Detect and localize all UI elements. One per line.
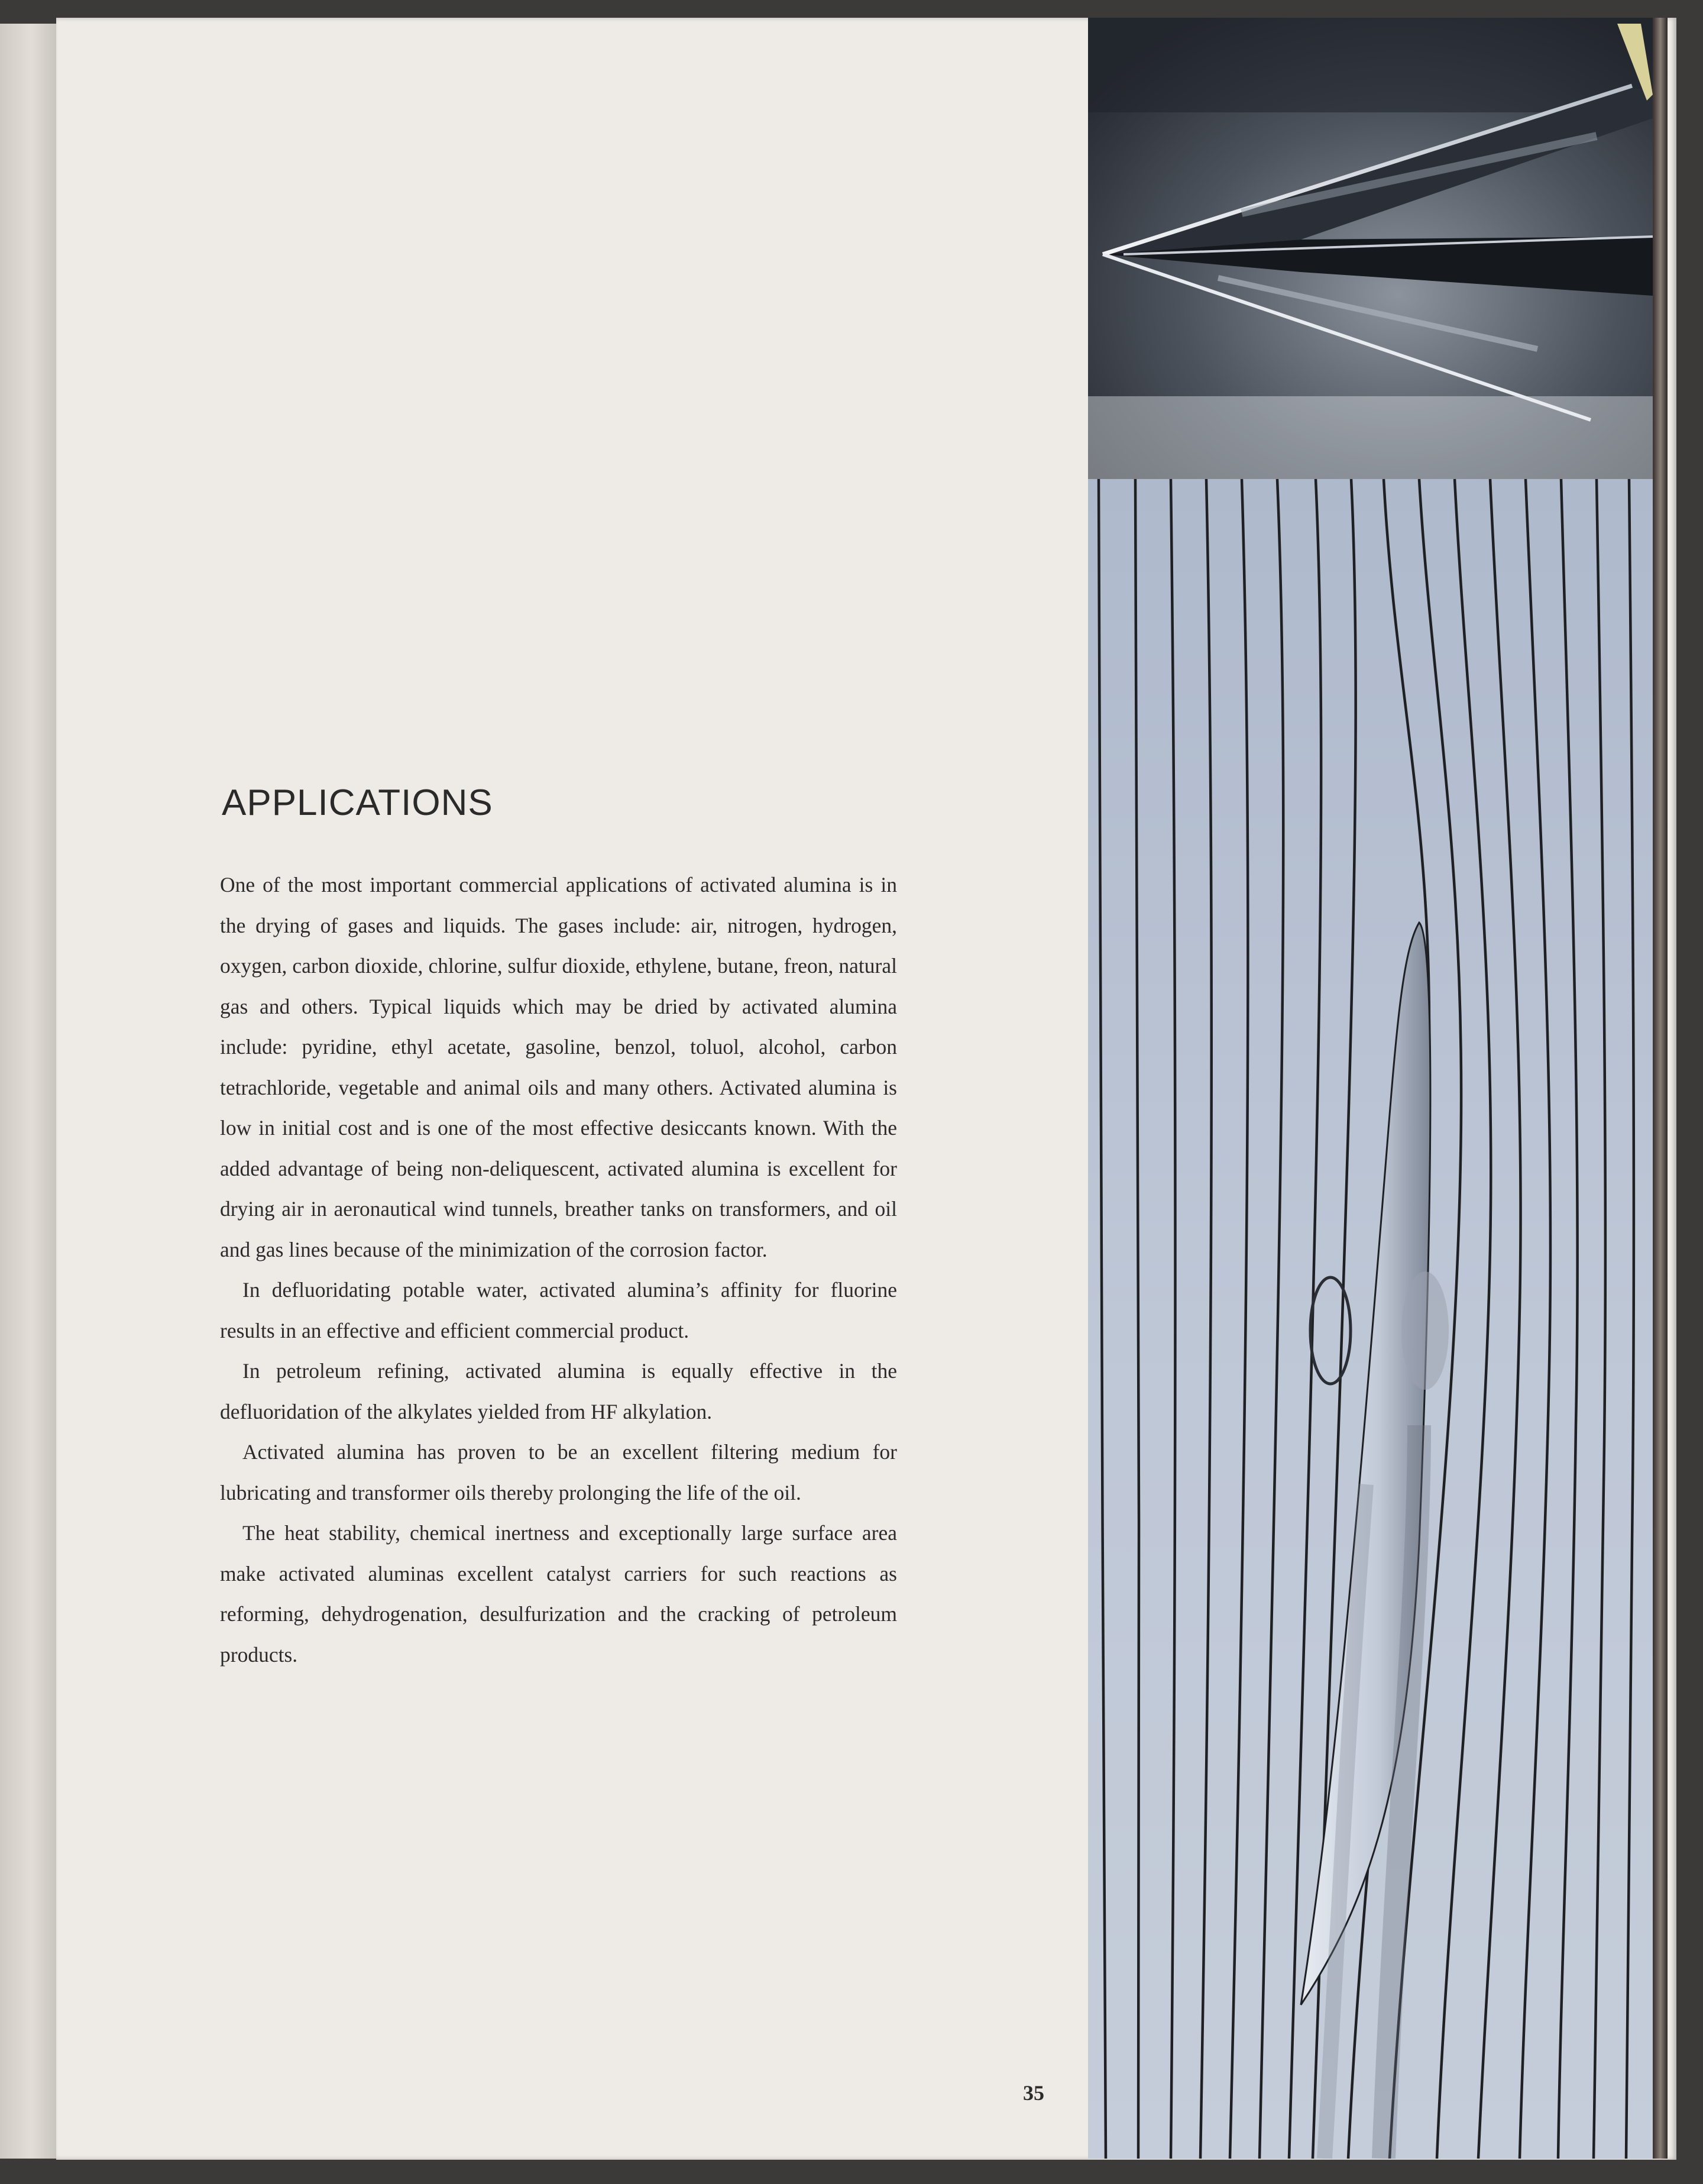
paragraph-petroleum: In petroleum refining, activated alumina is equally effective in the defluoridation of the alkylates yielded from HF alkylation. — [220, 1359, 897, 1423]
delta-wing-image — [1088, 18, 1653, 479]
delta-wing-photo — [1088, 18, 1653, 479]
streamline-flow-photo — [1088, 479, 1653, 2159]
page-number: 35 — [1023, 2081, 1044, 2105]
paragraph-defluoridating: In defluoridating potable water, activated alumina’s affinity for fluorine results in an effective and efficient commercial product. — [220, 1278, 897, 1342]
paragraph-catalyst: The heat stability, chemical inertness and exceptionally large surface area make activated aluminas excellent catalyst carriers for such reactions as reforming, dehydrogenation, desulfurization and the cracking of petroleum products. — [220, 1521, 897, 1667]
paragraph-filtering: Activated alumina has proven to be an excellent filtering medium for lubricating and transformer oils thereby prolonging the life of the oil. — [220, 1440, 897, 1504]
facing-page-edge — [0, 24, 56, 2159]
body-text — [220, 865, 897, 1675]
section-heading: APPLICATIONS — [222, 782, 493, 823]
streamline-image — [1088, 479, 1653, 2159]
paragraph-drying: One of the most important commercial applications of activated alumina is in the drying of gases and liquids. The gases include: air, nitrogen, hydrogen, oxygen, carbon dioxide, chlorine, sulfur dioxide, ethylene, butane, freon, natural gas and others. Typical liquids which may be dried by activated alumina include: pyridine, ethyl acetate, gasoline, benzol, toluol, alcohol, carbon tetrachloride, vegetable and animal oils and many others. Activated alumina is low in initial cost and is one of the most effective desiccants known. With the added advantage of being non-deliquescent, activated alumina is excellent for drying air in aeronautical wind tunnels, breather tanks on transformers, and oil and gas lines because of the minimization of the corrosion factor. — [220, 873, 897, 1261]
